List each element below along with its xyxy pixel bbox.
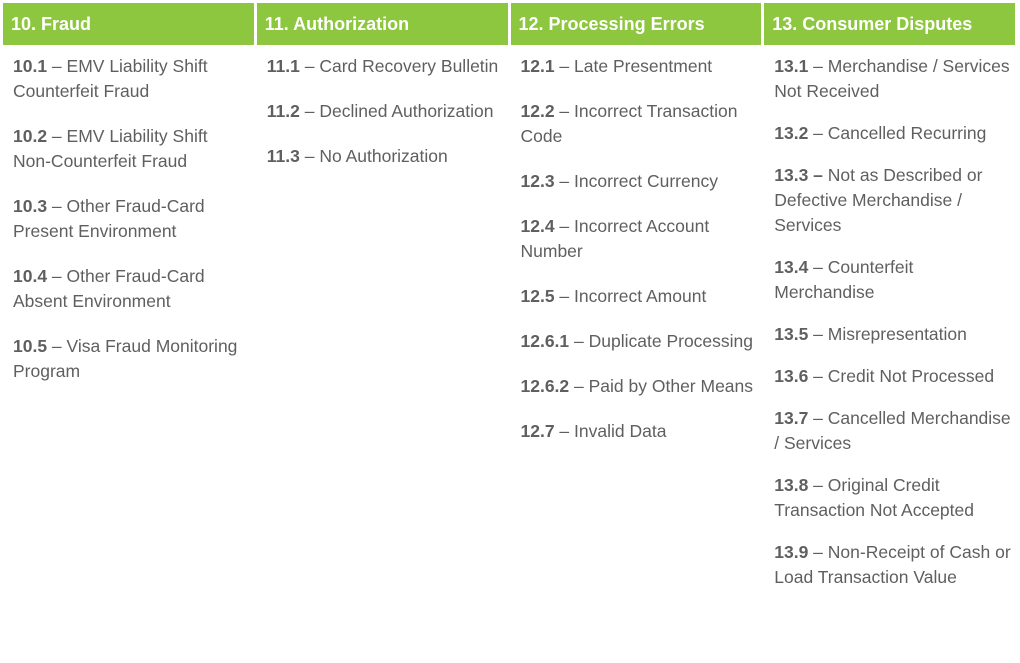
item-code: 11.3 bbox=[266, 146, 300, 166]
item-code: 10.2 bbox=[13, 126, 48, 146]
item-code: 10.1 bbox=[13, 56, 48, 76]
item-separator: – bbox=[554, 101, 575, 121]
item-code: 11.1 bbox=[266, 56, 300, 76]
list-item bbox=[774, 163, 1011, 238]
item-code: 13.3 – bbox=[774, 165, 823, 185]
list-item bbox=[774, 406, 1011, 456]
dispute-categories-table bbox=[3, 3, 1015, 607]
column-header-processing-errors: 12. Processing Errors bbox=[511, 3, 762, 45]
column-header-authorization: 11. Authorization bbox=[257, 3, 508, 45]
item-separator: – bbox=[808, 123, 828, 143]
item-text: Invalid Data bbox=[574, 421, 667, 441]
item-text: EMV Liability Shift Non-Counterfeit Fraud bbox=[13, 126, 208, 171]
item-text: Credit Not Processed bbox=[827, 366, 995, 386]
item-separator: – bbox=[569, 331, 589, 351]
item-text: Counterfeit Merchandise bbox=[774, 257, 914, 302]
item-code: 13.8 bbox=[774, 475, 809, 495]
item-list-consumer-disputes bbox=[764, 45, 1015, 590]
column-fraud bbox=[3, 3, 254, 607]
item-text: Incorrect Currency bbox=[574, 171, 718, 191]
item-text: EMV Liability Shift Counterfeit Fraud bbox=[13, 56, 208, 101]
item-separator: – bbox=[47, 196, 67, 216]
item-text: Late Presentment bbox=[574, 56, 713, 76]
list-item bbox=[774, 255, 1011, 305]
item-code: 13.7 bbox=[774, 408, 809, 428]
item-separator: – bbox=[808, 408, 828, 428]
item-code: 12.4 bbox=[520, 216, 555, 236]
item-separator: – bbox=[554, 286, 575, 306]
item-separator: – bbox=[569, 376, 589, 396]
item-separator: – bbox=[554, 171, 575, 191]
item-code: 12.5 bbox=[520, 286, 555, 306]
item-text: Merchandise / Services Not Received bbox=[774, 56, 1010, 101]
item-separator: – bbox=[554, 421, 575, 441]
list-item bbox=[267, 144, 504, 169]
item-separator: – bbox=[808, 324, 828, 344]
list-item bbox=[774, 473, 1011, 523]
item-separator: – bbox=[554, 216, 575, 236]
list-item bbox=[521, 99, 758, 149]
item-code: 12.1 bbox=[520, 56, 555, 76]
item-separator: – bbox=[808, 542, 828, 562]
list-item bbox=[521, 374, 758, 399]
item-text: Incorrect Transaction Code bbox=[520, 101, 738, 146]
item-text: Incorrect Account Number bbox=[520, 216, 710, 261]
item-list-fraud bbox=[3, 45, 254, 384]
item-separator: – bbox=[554, 56, 575, 76]
list-item bbox=[774, 364, 1011, 389]
column-consumer-disputes bbox=[764, 3, 1015, 607]
column-authorization bbox=[257, 3, 508, 607]
item-text: Visa Fraud Monitoring Program bbox=[13, 336, 238, 381]
item-code: 12.6.1 bbox=[520, 331, 570, 351]
column-header-fraud: 10. Fraud bbox=[3, 3, 254, 45]
item-code: 12.2 bbox=[520, 101, 555, 121]
item-code: 12.3 bbox=[520, 171, 555, 191]
item-code: 12.6.2 bbox=[520, 376, 570, 396]
item-text: Other Fraud-Card Absent Environment bbox=[13, 266, 205, 311]
item-text: No Authorization bbox=[319, 146, 448, 166]
item-separator: – bbox=[808, 366, 828, 386]
item-text: Misrepresentation bbox=[827, 324, 967, 344]
item-code: 12.7 bbox=[520, 421, 555, 441]
item-text: Incorrect Amount bbox=[574, 286, 707, 306]
item-code: 10.5 bbox=[13, 336, 48, 356]
list-item bbox=[521, 284, 758, 309]
item-text: Cancelled Recurring bbox=[827, 123, 987, 143]
item-text: Declined Authorization bbox=[319, 101, 494, 121]
list-item bbox=[267, 99, 504, 124]
item-code: 13.9 bbox=[774, 542, 809, 562]
item-text: Other Fraud-Card Present Environment bbox=[13, 196, 205, 241]
item-code: 11.2 bbox=[266, 101, 300, 121]
item-separator: – bbox=[299, 56, 320, 76]
item-separator: – bbox=[47, 266, 67, 286]
item-text: Duplicate Processing bbox=[588, 331, 754, 351]
item-code: 10.3 bbox=[13, 196, 48, 216]
list-item bbox=[521, 54, 758, 79]
item-separator: – bbox=[47, 336, 67, 356]
list-item bbox=[521, 329, 758, 354]
column-header-consumer-disputes: 13. Consumer Disputes bbox=[764, 3, 1015, 45]
item-code: 13.1 bbox=[774, 56, 809, 76]
list-item bbox=[267, 54, 504, 79]
column-processing-errors bbox=[511, 3, 762, 607]
list-item bbox=[13, 194, 250, 244]
item-code: 13.6 bbox=[774, 366, 809, 386]
item-list-processing-errors bbox=[511, 45, 762, 444]
list-item bbox=[774, 322, 1011, 347]
list-item bbox=[774, 540, 1011, 590]
item-separator: – bbox=[299, 146, 320, 166]
item-separator: – bbox=[47, 56, 67, 76]
list-item bbox=[521, 419, 758, 444]
item-separator: – bbox=[47, 126, 67, 146]
list-item bbox=[13, 334, 250, 384]
item-separator: – bbox=[808, 257, 828, 277]
list-item bbox=[774, 54, 1011, 104]
list-item bbox=[521, 169, 758, 194]
list-item bbox=[13, 54, 250, 104]
item-separator: – bbox=[808, 56, 828, 76]
item-text: Paid by Other Means bbox=[588, 376, 754, 396]
item-text: Non-Receipt of Cash or Load Transaction Value bbox=[774, 542, 1011, 587]
item-text: Original Credit Transaction Not Accepted bbox=[774, 475, 974, 520]
list-item bbox=[13, 264, 250, 314]
list-item bbox=[774, 121, 1011, 146]
item-separator: – bbox=[808, 475, 828, 495]
item-separator: – bbox=[299, 101, 320, 121]
list-item bbox=[13, 124, 250, 174]
item-code: 10.4 bbox=[13, 266, 48, 286]
item-code: 13.2 bbox=[774, 123, 809, 143]
item-code: 13.4 bbox=[774, 257, 809, 277]
list-item bbox=[521, 214, 758, 264]
item-text: Cancelled Merchandise / Services bbox=[774, 408, 1011, 453]
item-text: Card Recovery Bulletin bbox=[319, 56, 499, 76]
item-text: Not as Described or Defective Merchandise / Services bbox=[774, 165, 983, 235]
item-code: 13.5 bbox=[774, 324, 809, 344]
item-list-authorization bbox=[257, 45, 508, 169]
